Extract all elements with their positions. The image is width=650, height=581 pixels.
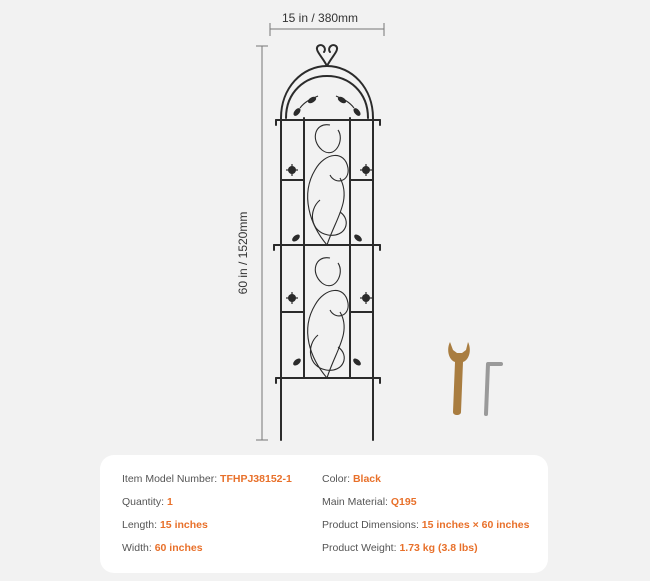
spec-value: 15 inches — [159, 519, 208, 531]
spec-label: Main Material: — [322, 496, 388, 508]
spec-material — [322, 496, 417, 508]
spec-item-model — [122, 473, 292, 485]
spec-value: 1 — [166, 496, 173, 508]
spec-value: 60 inches — [154, 542, 203, 554]
spec-value: 15 inches × 60 inches — [421, 519, 530, 531]
spec-value: Q195 — [390, 496, 417, 508]
spec-value: 1.73 kg (3.8 lbs) — [399, 542, 478, 554]
spec-length — [122, 519, 208, 531]
flower-petals — [286, 164, 372, 304]
hex-key-icon — [486, 364, 501, 414]
spec-label: Width: — [122, 542, 152, 554]
spec-label: Length: — [122, 519, 158, 531]
spec-width — [122, 542, 203, 554]
width-dimension-label: 15 in / 380mm — [282, 11, 359, 25]
spec-label: Quantity: — [122, 496, 165, 508]
scroll-ornaments — [292, 96, 363, 378]
spec-color — [322, 473, 381, 485]
spec-label: Item Model Number: — [122, 473, 218, 485]
spec-label: Color: — [322, 473, 351, 485]
spec-label: Product Dimensions: — [322, 519, 419, 531]
spec-card — [100, 455, 548, 573]
wrench-icon — [448, 342, 470, 415]
spec-value: TFHPJ38152-1 — [220, 473, 292, 485]
spec-label: Product Weight: — [322, 542, 397, 554]
spec-quantity — [122, 496, 173, 508]
spec-product-weight — [322, 542, 478, 554]
flower-ornaments — [288, 166, 370, 302]
spec-value: Black — [352, 473, 381, 485]
spec-product-dimensions — [322, 519, 529, 531]
height-dimension-line — [256, 46, 268, 440]
height-dimension-label: 60 in / 1520mm — [236, 211, 250, 295]
trellis-frame — [274, 45, 380, 440]
